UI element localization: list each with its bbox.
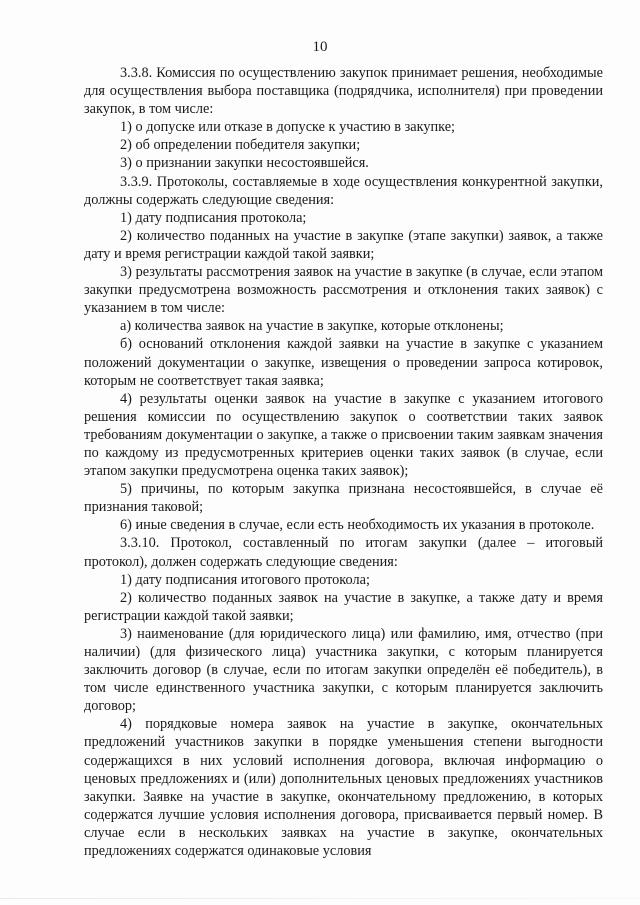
list-item: 2) количество поданных на участие в закупке (этапе закупки) заявок, а также дату и время регистрации каждой такой заявки; xyxy=(84,227,603,262)
list-item: 1) дату подписания итогового протокола; xyxy=(120,571,370,588)
scan-edge-divider xyxy=(0,898,640,899)
paragraph-3-3-10: 3.3.10. Протокол, составленный по итогам закупки (далее – итоговый протокол), должен содержать следующие сведения: xyxy=(84,535,603,570)
list-item: 3) наименование (для юридического лица) или фамилию, имя, отчество (при наличии) (для физического лица) участника закупки, с которым планируется заключить договор (в случае, если по итогам закупки определён её победитель), в том числе единственного участника закупки, с которым планируется заключить договор; xyxy=(84,625,603,715)
list-item: 2) об определении победителя закупки; xyxy=(120,137,361,154)
list-item: 2) количество поданных заявок на участие в закупке, а также дату и время регистрации каждой такой заявки; xyxy=(84,589,603,624)
list-item: 1) дату подписания протокола; xyxy=(120,209,307,226)
list-item: 3) о признании закупки несостоявшейся. xyxy=(120,155,369,172)
document-body xyxy=(84,64,603,860)
sub-list-item: б) оснований отклонения каждой заявки на участие в закупке с указанием положений документации о закупке, извещения о проведении запроса котировок, которым не соответствует такая заявка; xyxy=(84,336,603,389)
page-number: 10 xyxy=(312,39,328,55)
list-item: 4) результаты оценки заявок на участие в закупке с указанием итогового решения комиссии по осуществлению закупок о соответствии таких заявок требованиям документации о закупке, а также о присвоении таким заявкам значения по каждому из предусмотренных критериев оценки таких заявок (в случае, если этапом закупки предусмотрена оценка таких заявок); xyxy=(84,390,603,480)
list-item: 1) о допуске или отказе в допуске к участию в закупке; xyxy=(120,119,456,136)
paragraph-3-3-9: 3.3.9. Протоколы, составляемые в ходе осуществления конкурентной закупки, должны содержать следующие сведения: xyxy=(84,173,603,208)
list-item: 6) иные сведения в случае, если есть необходимость их указания в протоколе. xyxy=(120,517,595,534)
paragraph-3-3-8: 3.3.8. Комиссия по осуществлению закупок принимает решения, необходимые для осуществления выбора поставщика (подрядчика, исполнителя) при проведении закупок, в том числе: xyxy=(84,65,603,118)
list-item: 5) причины, по которым закупка признана несостоявшейся, в случае её признания таковой; xyxy=(84,481,603,516)
list-item: 3) результаты рассмотрения заявок на участие в закупке (в случае, если этапом закупки предусмотрена возможность рассмотрения и отклонения таких заявок) с указанием в том числе: xyxy=(84,264,603,317)
list-item: 4) порядковые номера заявок на участие в закупке, окончательных предложений участников закупки в порядке уменьшения степени выгодности содержащихся в них условий исполнения договора, включая информацию о ценовых предложениях и (или) дополнительных ценовых предложениях участников закупки. Заявке на участие в закупке, окончательному предложению, в которых содержатся лучшие условия исполнения договора, присваивается первый номер. В случае если в нескольких заявках на участие в закупке, окончательных предложениях содержатся одинаковые условия xyxy=(84,716,603,860)
sub-list-item: а) количества заявок на участие в закупке, которые отклонены; xyxy=(120,318,504,335)
